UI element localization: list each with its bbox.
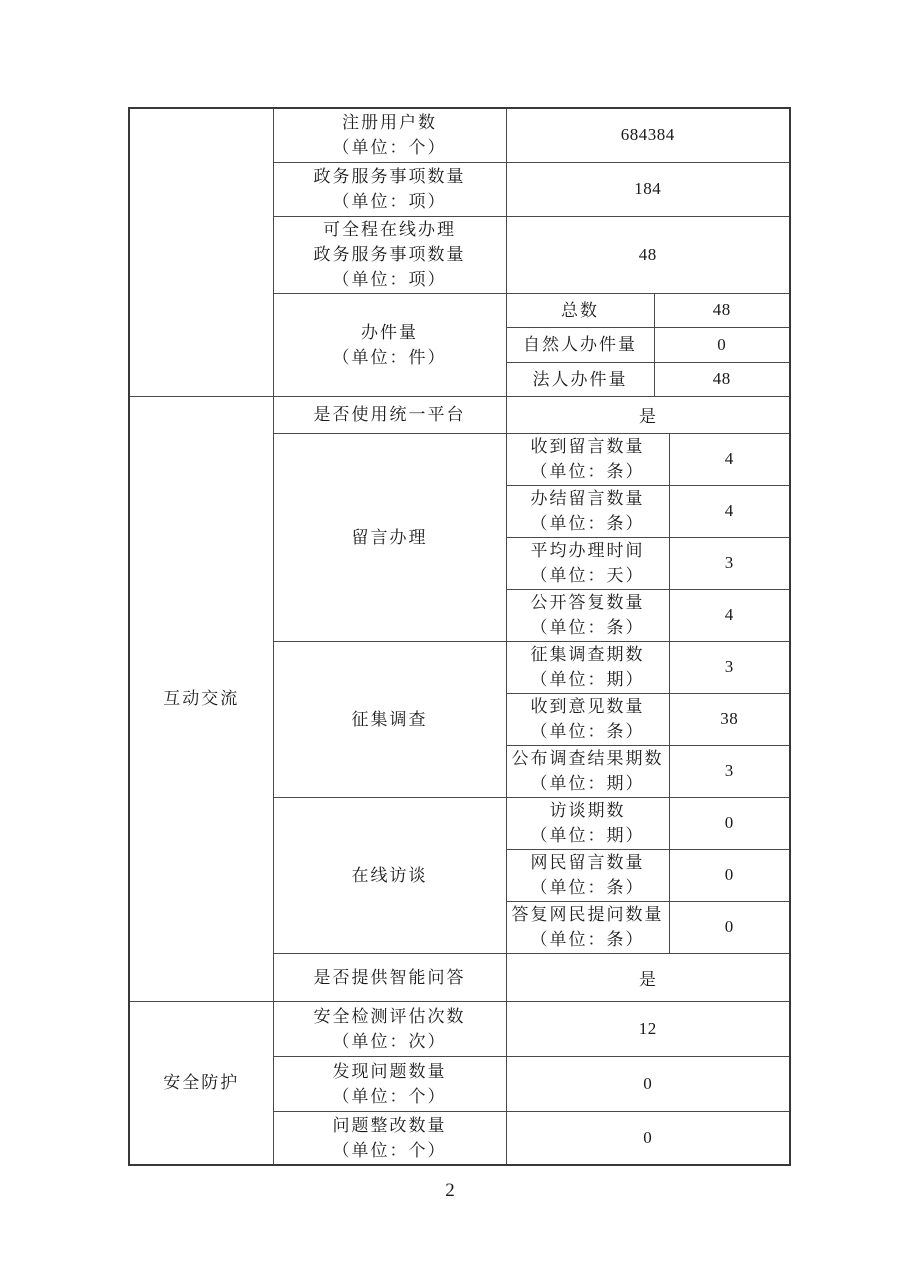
label-transactions-natural-person: 自然人办件量: [506, 327, 654, 362]
value-transactions-legal-person: 48: [654, 362, 790, 396]
value-received-messages: 4: [669, 433, 790, 485]
value-problems-rectified: 0: [506, 1111, 790, 1165]
label-transactions-group: 办件量 （单位：件）: [273, 293, 506, 396]
value-average-handling-time: 3: [669, 537, 790, 589]
label-interview-periods: 访谈期数 （单位：期）: [506, 797, 669, 849]
value-smart-qa: 是: [506, 953, 790, 1001]
value-registered-users: 684384: [506, 108, 790, 162]
label-online-interview-group: 在线访谈: [273, 797, 506, 953]
label-survey-results-published: 公布调查结果期数 （单位：期）: [506, 745, 669, 797]
label-completed-messages: 办结留言数量 （单位：条）: [506, 485, 669, 537]
label-service-items: 政务服务事项数量 （单位：项）: [273, 162, 506, 216]
value-transactions-total: 48: [654, 293, 790, 327]
category-empty-cell: [129, 108, 273, 396]
category-security-cell: 安全防护: [129, 1001, 273, 1165]
label-smart-qa: 是否提供智能问答: [273, 953, 506, 1001]
label-problems-found: 发现问题数量 （单位：个）: [273, 1056, 506, 1111]
label-full-online-service-items: 可全程在线办理 政务服务事项数量 （单位：项）: [273, 216, 506, 293]
value-survey-periods: 3: [669, 641, 790, 693]
label-registered-users: 注册用户数 （单位：个）: [273, 108, 506, 162]
label-survey-periods: 征集调查期数 （单位：期）: [506, 641, 669, 693]
value-unified-platform: 是: [506, 396, 790, 433]
label-public-replies: 公开答复数量 （单位：条）: [506, 589, 669, 641]
value-service-items: 184: [506, 162, 790, 216]
value-netizen-question-replies: 0: [669, 901, 790, 953]
value-security-assessments: 12: [506, 1001, 790, 1056]
label-message-handling-group: 留言办理: [273, 433, 506, 641]
label-netizen-question-replies: 答复网民提问数量 （单位：条）: [506, 901, 669, 953]
label-received-messages: 收到留言数量 （单位：条）: [506, 433, 669, 485]
label-security-assessments: 安全检测评估次数 （单位：次）: [273, 1001, 506, 1056]
label-transactions-total: 总数: [506, 293, 654, 327]
label-survey-group: 征集调查: [273, 641, 506, 797]
value-problems-found: 0: [506, 1056, 790, 1111]
label-netizen-messages: 网民留言数量 （单位：条）: [506, 849, 669, 901]
value-full-online-service-items: 48: [506, 216, 790, 293]
page-number: 2: [445, 1180, 455, 1201]
label-problems-rectified: 问题整改数量 （单位：个）: [273, 1111, 506, 1165]
value-interview-periods: 0: [669, 797, 790, 849]
value-public-replies: 4: [669, 589, 790, 641]
value-transactions-natural-person: 0: [654, 327, 790, 362]
label-unified-platform: 是否使用统一平台: [273, 396, 506, 433]
value-netizen-messages: 0: [669, 849, 790, 901]
value-opinions-received: 38: [669, 693, 790, 745]
annual-report-table: [128, 107, 791, 1166]
label-opinions-received: 收到意见数量 （单位：条）: [506, 693, 669, 745]
value-completed-messages: 4: [669, 485, 790, 537]
label-transactions-legal-person: 法人办件量: [506, 362, 654, 396]
label-average-handling-time: 平均办理时间 （单位：天）: [506, 537, 669, 589]
value-survey-results-published: 3: [669, 745, 790, 797]
category-interaction-cell: 互动交流: [129, 396, 273, 1001]
